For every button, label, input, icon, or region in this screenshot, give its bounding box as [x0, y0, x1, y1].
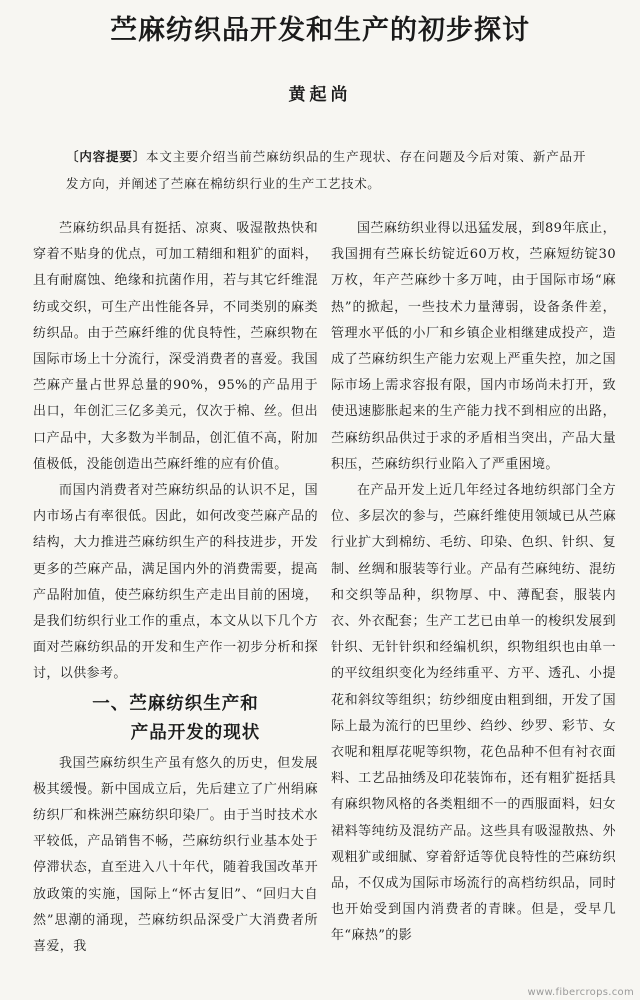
section-heading	[33, 690, 318, 748]
body-paragraph: 在产品开发上近几年经过各地纺织部门全方位、多层次的参与，苎麻纤维使用领域已从苎麻行业扩大到棉纺、毛纺、印染、色织、针织、复制、丝绸和服装等行业。产品有苎麻纯纺、混纺和交织等品种，织物厚、中、薄配套，服装内衣、外衣配套；生产工艺已由单一的梭织发展到针织、无针针织和经编机织，织物组织也由单一的平纹组织变化为经纬重平、方平、透孔、小提花和斜纹等组织；纺纱细度由粗到细，开发了国际上最为流行的巴里纱、绉纱、纱罗、彩节、女衣呢和粗厚花呢等织物，花色品种不但有衬衣面料、工艺品抽绣及印花装饰布，还有粗犷挺括具有麻织物风格的各类粗细不一的西服面料，妇女裙料等纯纺及混纺产品。这些具有吸湿散热、外观粗犷或细腻、穿着舒适等优良特性的苎麻纺织品，不仅成为国际市场流行的高档纺织品，同时也开始受到国内消费者的青睐。但是，受早几年“麻热”的影	[331, 483, 616, 944]
abstract-label: 〔内容提要〕	[66, 149, 147, 164]
abstract	[66, 143, 586, 197]
abstract-text: 本文主要介绍当前苎麻纺织品的生产现状、存在问题及今后对策、新产品开发方向，并阐述了苎麻在棉纺织行业的生产工艺技术。	[66, 149, 586, 191]
article-title: 苎麻纺织品开发和生产的初步探讨	[110, 15, 530, 46]
body-paragraph: 国苎麻纺织业得以迅猛发展，到89年底止，我国拥有苎麻长纺锭近60万枚，苎麻短纺锭30万枚，年产苎麻纱十多万吨，由于国际市场“麻热”的掀起，一些技术力量薄弱，设备条件差，管理水平低的小厂和乡镇企业相继建成投产，造成了苎麻纺织生产能力宏观上严重失控，加之国际市场上需求容报有限，国内市场尚未打开，致使迅速膨胀起来的生产能力找不到相应的出路，苎麻纺织品供过于求的矛盾相当突出，产品大量积压，苎麻纺织行业陷入了严重困境。	[331, 221, 616, 472]
watermark: www.fibercrops.com	[527, 987, 634, 998]
section-heading-line2: 产品开发的现状	[130, 722, 261, 743]
section-heading-line1: 一、苎麻纺织生产和	[92, 693, 259, 714]
body-paragraph: 苎麻纺织品具有挺括、凉爽、吸湿散热快和穿着不贴身的优点，可加工精细和粗犷的面料，且有耐腐蚀、绝缘和抗菌作用，若与其它纤维混纺或交织，可生产出性能各异，不同类别的麻类纺织品。由于苎麻纤维的优良特性，苎麻织物在国际市场上十分流行，深受消费者的喜爱。我国苎麻产量占世界总量的90%，95%的产品用于出口，年创汇三亿多美元，仅次于棉、丝。但出口产品中，大多数为半制品，创汇值不高，附加值极低，没能创造出苎麻纤维的应有价值。	[33, 221, 318, 472]
body-paragraph: 我国苎麻纺织生产虽有悠久的历史，但发展极其缓慢。新中国成立后，先后建立了广州绢麻纺织厂和株洲苎麻纺织印染厂。由于当时技术水平较低，产品销售不畅，苎麻纺织行业基本处于停滞状态，直至进入八十年代，随着我国改革开放政策的实施，国际上“怀古复旧”、“回归大自然”思潮的涌现，苎麻纺织品深受广大消费者所喜爱，我	[33, 755, 318, 955]
left-column	[33, 216, 318, 960]
body-paragraph: 而国内消费者对苎麻纺织品的认识不足，国内市场占有率很低。因此，如何改变苎麻产品的结构，大力推进苎麻纺织生产的科技进步，开发更多的苎麻产品，满足国内外的消费需要，提高产品附加值，使苎麻纺织生产走出目前的困境，是我们纺织行业工作的重点，本文从以下几个方面对苎麻纺织品的开发和生产作一初步分析和探讨，以供参考。	[33, 483, 318, 682]
author-name: 黄起尚	[288, 85, 352, 105]
right-column	[331, 216, 616, 950]
